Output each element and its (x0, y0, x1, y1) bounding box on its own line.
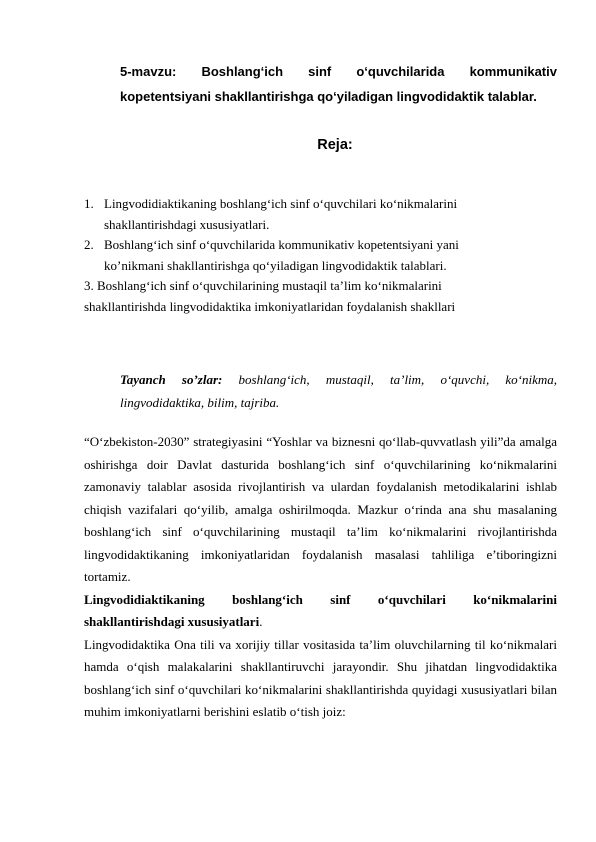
paragraph-lingvodidaktika: Lingvodidaktika Ona tili va xorijiy tillar vositasida ta’lim oluvchilarning til ko‘nikmalari hamda o‘qish malakalarini shakllantiruvchi jarayondir. Shu jihatdan lingvodidaktika boshlang‘ich sinf o‘quvchilari ko‘nikmalarini shakllantirishda quyidagi xususiyatlari bilan muhim imkoniyatlarni berishini eslatib o‘tish joiz: (84, 636, 557, 719)
topic-title-line2: kopetentsiyani shakllantirishga qo‘yiladigan lingvodidaktik talablar. (120, 89, 537, 104)
plan-item-text: 3. Boshlang‘ich sinf o‘quvchilarining mustaqil ta’lim ko‘nikmalarini (84, 278, 442, 293)
topic-title (120, 59, 557, 109)
keywords (120, 368, 557, 414)
topic-word: Boshlang‘ich (201, 64, 284, 79)
plan-item-text: shakllantirishdagi xususiyatlari. (104, 216, 270, 232)
plan-item-number: 2. (84, 237, 94, 252)
section-heading (84, 589, 557, 634)
topic-word: o‘quvchilarida (356, 64, 445, 79)
section-heading-period: . (259, 614, 263, 629)
section-heading-text: Lingvodidiaktikaning boshlang‘ich sinf o‘quvchilari ko‘nikmalarini shakllantirishdagi xususiyatlari (84, 591, 557, 629)
paragraph-intro: “O‘zbekiston-2030” strategiyasini “Yoshlar va biznesni qo‘llab-quvvatlash yili”da amalga oshirishga doir Davlat dasturida boshlang‘ich sinf o‘quvchilarining ko‘nikmalarini zamonaviy talablar asosida rivojlantirish va ulardan foydalanish metodikalarini ishlab chiqish vazifalari qo‘yilib, amalga oshirilmoqda. Mazkur o‘rinda ana shu masalaning boshlang‘ich sinf o‘quvchilarining mustaqil ta’lim ko‘nikmalarini rivojlantirishda lingvodidaktikaning imkoniyatlaridan foydalanish masalasi tahliliga e’tiboringizni tortamiz. (84, 434, 557, 584)
plan-item-text: Boshlang‘ich sinf o‘quvchilarida kommunikativ kopetentsiyani yani (104, 237, 459, 252)
plan-heading: Reja: (317, 137, 353, 153)
plan-item-1 (84, 194, 564, 235)
plan-item-2 (84, 235, 564, 276)
keywords-label: Tayanch so’zlar: (120, 372, 223, 387)
plan-item-text: Lingvodidiaktikaning boshlang‘ich sinf o‘quvchilari ko‘nikmalarini (104, 196, 458, 211)
keywords-text: boshlang‘ich, mustaqil, ta’lim, o‘quvchi, ko‘nikma, lingvodidaktika, bilim, tajriba. (120, 372, 557, 410)
plan-item-number: 1. (84, 196, 94, 211)
plan-item-3 (84, 276, 564, 317)
plan-item-text: ko’nikmani shakllantirishga qo‘yiladigan lingvodidaktik talablari. (104, 257, 447, 273)
topic-number: 5-mavzu: (120, 64, 177, 79)
topic-title-line1 (120, 59, 557, 84)
topic-word: sinf (308, 64, 332, 79)
plan-item-text: shakllantirishda lingvodidaktika imkoniyatlaridan foydalanish shakllari (84, 298, 456, 314)
document-body (84, 431, 557, 724)
plan-list (84, 194, 564, 317)
topic-word: kommunikativ (469, 64, 557, 79)
